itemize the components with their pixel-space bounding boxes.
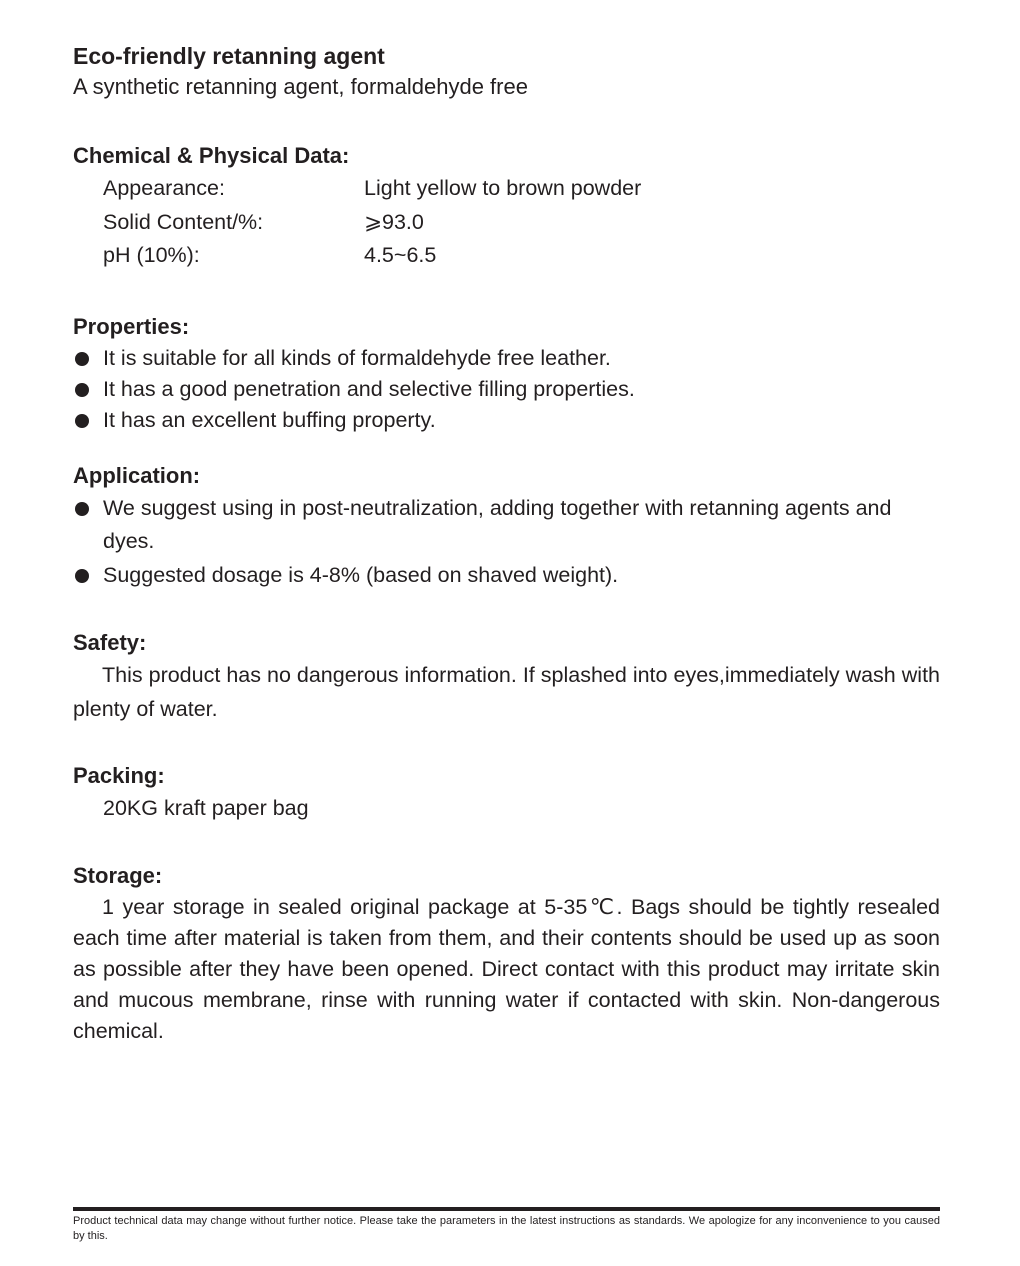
bullet-icon [75,414,89,428]
chemical-section-title: Chemical & Physical Data: [73,143,350,168]
data-value: Light yellow to brown powder [364,176,642,200]
list-item: It has a good penetration and selective filling properties. [73,374,940,405]
data-row-ph [73,239,940,273]
data-value: ⩾93.0 [364,209,424,234]
bullet-icon [75,383,89,397]
data-label: pH (10%): [103,243,200,267]
application-list [73,492,940,593]
packing-section-title: Packing: [73,763,165,788]
properties-section-title: Properties: [73,313,190,339]
list-item: We suggest using in post-neutralization, adding together with retanning agents and dyes. [73,492,940,559]
bullet-icon [75,502,89,516]
chemical-data-table [73,172,940,273]
safety-text: This product has no dangerous information. If splashed into eyes,immediately wash with plenty of water. [73,663,940,721]
application-section-title: Application: [73,462,201,488]
list-item: It has an excellent buffing property. [73,405,940,436]
footer-disclaimer: Product technical data may change without further notice. Please take the parameters in the latest instructions as standards. We apologize for any inconvenience to you caused by this. [73,1215,940,1242]
data-row-appearance [73,172,940,206]
bullet-icon [75,352,89,366]
data-label: Solid Content/%: [103,209,264,234]
properties-list [73,343,940,436]
data-value: 4.5~6.5 [364,243,437,267]
list-item: It is suitable for all kinds of formaldehyde free leather. [73,343,940,374]
storage-section-title: Storage: [73,862,163,888]
safety-section-title: Safety: [73,630,147,655]
product-title: Eco-friendly retanning agent [73,43,385,69]
document-page [73,40,940,1047]
data-row-solid-content [73,206,940,240]
data-label: Appearance: [103,176,225,200]
product-subtitle: A synthetic retanning agent, formaldehyde free [73,74,528,99]
packing-text: 20KG kraft paper bag [103,796,309,820]
footer-divider [73,1207,940,1211]
bullet-icon [75,569,89,583]
storage-text: 1 year storage in sealed original package at 5-35℃. Bags should be tightly resealed each time after material is taken from them, and their contents should be used up as soon as possible after they have been opened. Direct contact with this product may irritate skin and mucous membrane, rinse with running water if contacted with skin. Non-dangerous chemical. [73,894,940,1043]
list-item: Suggested dosage is 4-8% (based on shaved weight). [73,559,940,593]
